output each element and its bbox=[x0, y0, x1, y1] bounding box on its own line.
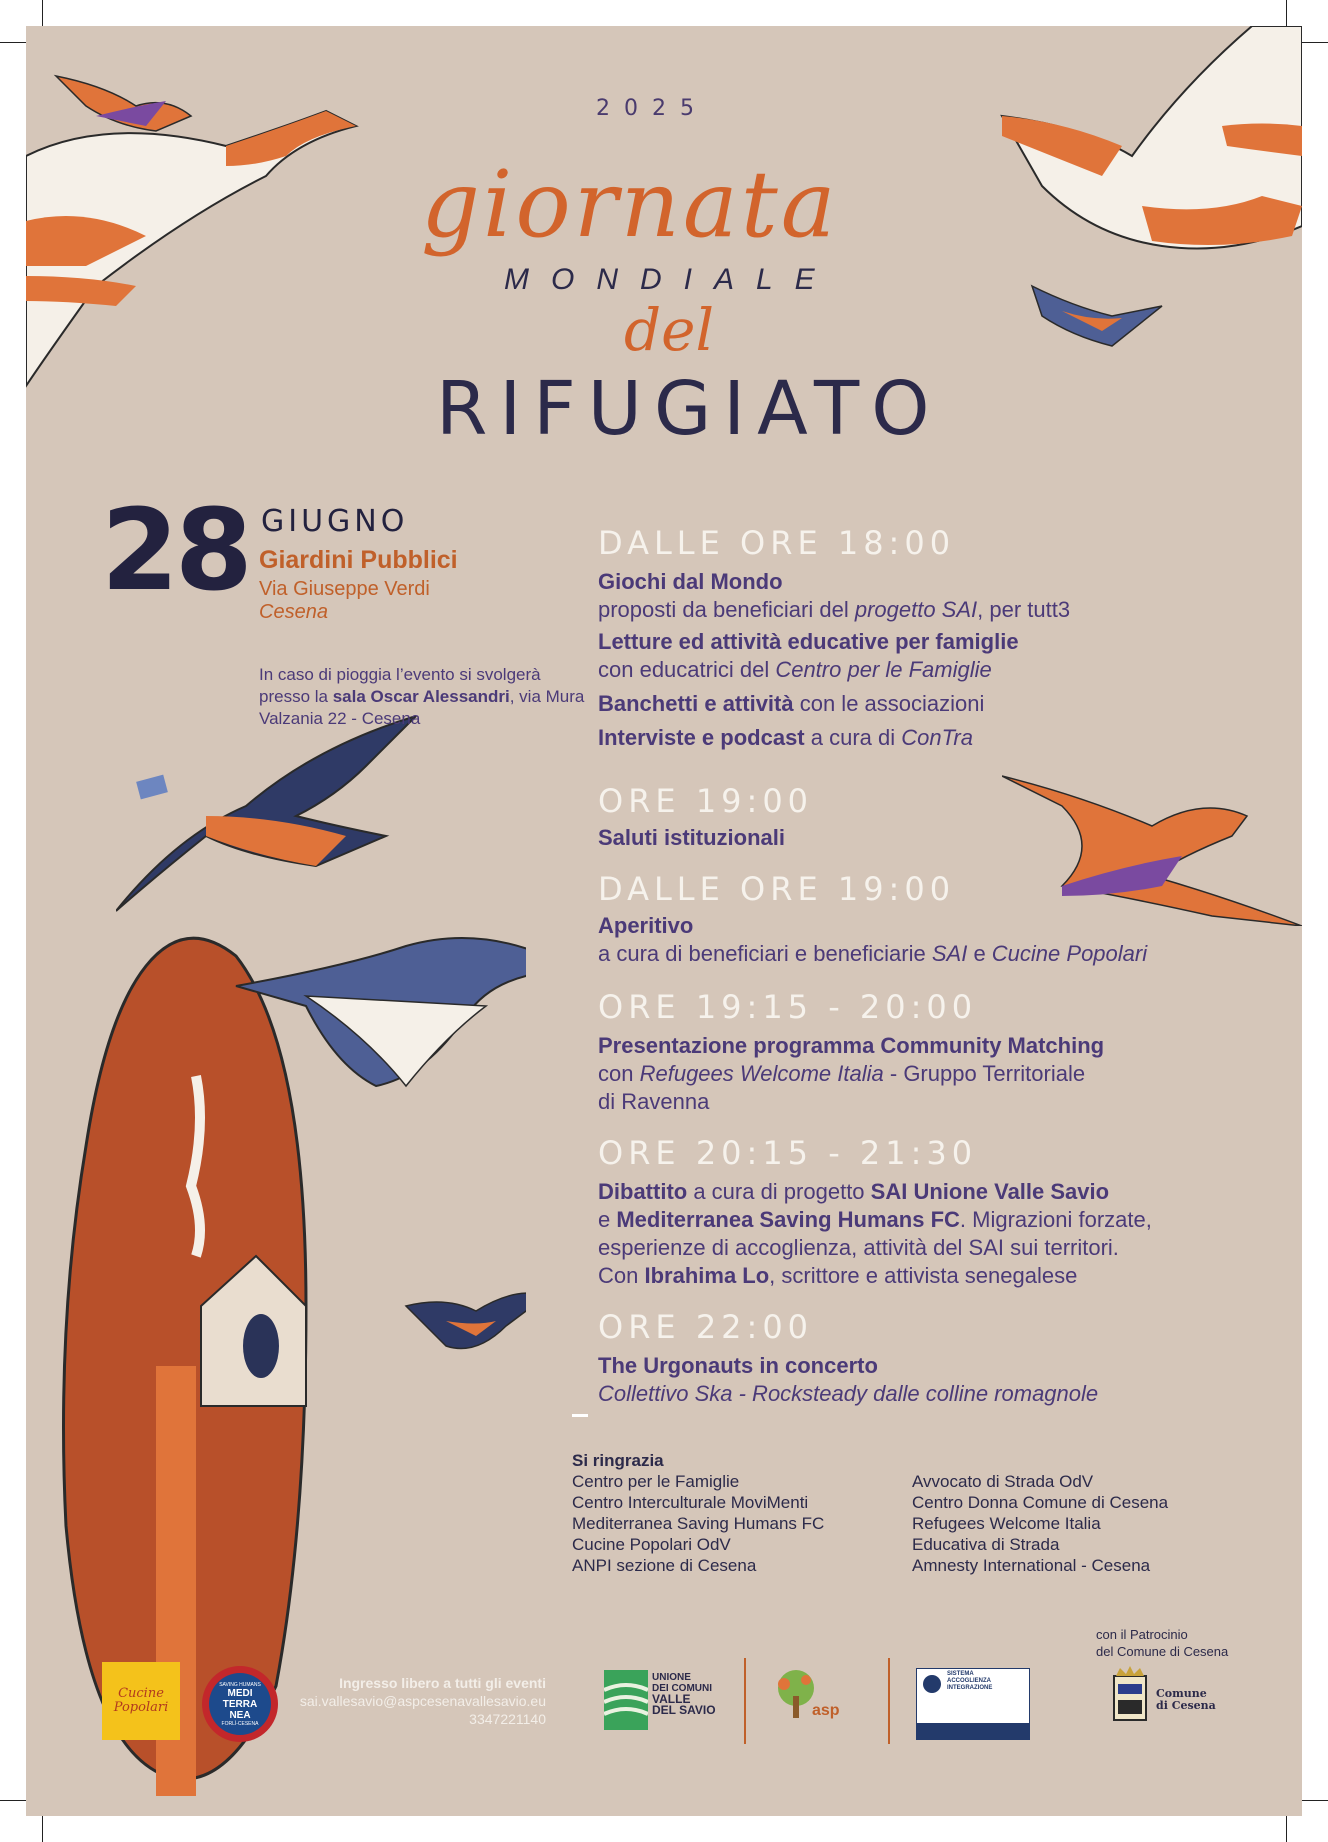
logo-separator bbox=[744, 1658, 746, 1744]
time-slot: ORE 20:15 - 21:30 bbox=[598, 1134, 978, 1172]
title-rifugiato: RIFUGIATO bbox=[436, 366, 942, 452]
time-slot: ORE 19:00 bbox=[598, 782, 814, 820]
crop-mark bbox=[42, 0, 43, 26]
crop-mark bbox=[1302, 42, 1328, 43]
logo-text: VALLE bbox=[652, 1692, 691, 1706]
event-title: Interviste e podcast bbox=[598, 725, 805, 750]
sai-mark bbox=[923, 1675, 941, 1693]
thanks-item: Amnesty International - Cesena bbox=[912, 1556, 1151, 1575]
event-inline-em: ConTra bbox=[901, 725, 973, 750]
comune-text bbox=[1156, 1688, 1216, 1712]
program-event bbox=[598, 568, 1288, 624]
crop-mark bbox=[0, 1800, 26, 1801]
event-strong: Ibrahima Lo bbox=[644, 1263, 770, 1288]
event-text: e bbox=[598, 1207, 617, 1232]
cucine-popolari-logo bbox=[102, 1662, 180, 1740]
rain-note-address: , via Mura Valzania 22 - Cesena bbox=[259, 687, 585, 728]
crop-mark bbox=[1286, 1816, 1287, 1842]
divider bbox=[572, 1414, 588, 1417]
bird-illustration-left-blue bbox=[116, 716, 476, 916]
event-day: 28 bbox=[101, 486, 249, 616]
event-title: Letture ed attività educative per famiglie bbox=[598, 629, 1019, 654]
thanks-item: ANPI sezione di Cesena bbox=[572, 1556, 757, 1575]
logo-text: SISTEMA bbox=[947, 1671, 974, 1677]
thanks-item: Educativa di Strada bbox=[912, 1535, 1060, 1554]
event-desc: con educatrici del bbox=[598, 657, 776, 682]
crop-mark bbox=[1302, 1800, 1328, 1801]
unione-valle-savio-mark bbox=[604, 1670, 648, 1730]
event-text: esperienze di accoglienza, attività del SAI sui territori. bbox=[598, 1235, 1119, 1260]
title-del: del bbox=[624, 296, 715, 364]
cesena-crest-icon bbox=[1110, 1666, 1150, 1736]
logo-text: SAVING HUMANS bbox=[219, 1681, 261, 1688]
program-event bbox=[598, 628, 1288, 684]
logo-text: asp bbox=[812, 1702, 840, 1719]
program-event bbox=[598, 1032, 1288, 1116]
bird-illustration-top-right bbox=[962, 26, 1302, 366]
poster bbox=[26, 26, 1302, 1816]
program-event bbox=[598, 824, 1288, 852]
event-desc-em: Refugees Welcome Italia bbox=[639, 1061, 884, 1086]
contact-phone[interactable]: 3347221140 bbox=[469, 1711, 546, 1727]
event-text: Con bbox=[598, 1263, 645, 1288]
patrocinio-note bbox=[1096, 1626, 1228, 1660]
crop-mark bbox=[1286, 0, 1287, 26]
title-mondiale: MONDIALE bbox=[504, 263, 837, 296]
time-slot: DALLE ORE 18:00 bbox=[598, 524, 956, 562]
title-giornata: giornata bbox=[421, 151, 839, 258]
logo-text: di Cesena bbox=[1156, 1699, 1216, 1712]
event-inline: con le associazioni bbox=[793, 691, 985, 716]
event-title: Giochi dal Mondo bbox=[598, 569, 783, 594]
asp-logo bbox=[766, 1666, 876, 1740]
time-slot: DALLE ORE 19:00 bbox=[598, 870, 956, 908]
thanks-item: Centro per le Famiglie bbox=[572, 1472, 740, 1491]
sai-text bbox=[947, 1671, 992, 1692]
logo-text: UNIONE bbox=[652, 1672, 691, 1683]
event-desc: a cura di beneficiari e beneficiarie bbox=[598, 941, 932, 966]
patrocinio-line: con il Patrocinio bbox=[1096, 1627, 1188, 1642]
thanks-block bbox=[572, 1450, 824, 1576]
program-event bbox=[598, 690, 1288, 718]
logo-text: FORLÌ-CESENA bbox=[221, 1720, 259, 1727]
unione-valle-savio-logo bbox=[604, 1670, 734, 1734]
event-title: Presentazione programma Community Matching bbox=[598, 1033, 1105, 1058]
logo-text: MEDI bbox=[227, 1687, 253, 1699]
venue-city: Cesena bbox=[259, 601, 328, 623]
event-desc-mid: e bbox=[967, 941, 992, 966]
event-strong: Mediterranea Saving Humans FC bbox=[616, 1207, 960, 1232]
logo-text: TERRA bbox=[222, 1698, 258, 1710]
event-text: . Migrazioni forzate, bbox=[959, 1207, 1152, 1232]
event-desc: proposti da beneficiari del bbox=[598, 597, 855, 622]
event-title: Saluti istituzionali bbox=[598, 825, 786, 850]
event-desc-end: - Gruppo Territoriale bbox=[883, 1061, 1086, 1086]
time-slot: ORE 22:00 bbox=[598, 1308, 814, 1346]
logo-text: Cucine Popolari bbox=[113, 1686, 169, 1715]
unione-text bbox=[652, 1672, 716, 1716]
patrocinio-line: del Comune di Cesena bbox=[1096, 1644, 1229, 1659]
event-title: The Urgonauts in concerto bbox=[598, 1353, 878, 1378]
venue-street: Via Giuseppe Verdi bbox=[259, 578, 430, 600]
logo-text: NEA bbox=[229, 1709, 251, 1721]
mediterranea-inner bbox=[209, 1673, 271, 1735]
logo-separator bbox=[888, 1658, 890, 1744]
program-event bbox=[598, 1352, 1288, 1408]
event-desc-em: Collettivo Ska - Rocksteady dalle colline romagnole bbox=[598, 1381, 1099, 1406]
logo-text: Comune bbox=[1156, 1687, 1207, 1700]
event-year: 2025 bbox=[596, 96, 708, 121]
thanks-item: Cucine Popolari OdV bbox=[572, 1535, 731, 1554]
program-event bbox=[598, 912, 1288, 968]
contact-email[interactable]: sai.vallesavio@aspcesenavallesavio.eu bbox=[299, 1693, 546, 1709]
event-title: Banchetti e attività bbox=[598, 691, 794, 716]
crop-mark bbox=[0, 42, 26, 43]
thanks-item: Centro Interculturale MoviMenti bbox=[572, 1493, 809, 1512]
logo-text: INTEGRAZIONE bbox=[947, 1685, 993, 1691]
event-title: Dibattito bbox=[598, 1179, 688, 1204]
crop-mark bbox=[42, 1816, 43, 1842]
rain-note bbox=[259, 664, 589, 730]
footer-contact bbox=[270, 1674, 546, 1728]
logo-text: DEL SAVIO bbox=[652, 1703, 716, 1717]
logo-text: DEI COMUNI bbox=[652, 1683, 712, 1694]
rain-note-text: In caso di pioggia l’evento si svolgerà presso la bbox=[259, 665, 541, 706]
venue-block bbox=[259, 546, 458, 624]
entry-note: Ingresso libero a tutti gli eventi bbox=[339, 1675, 546, 1691]
program-event bbox=[598, 724, 1288, 752]
time-slot: ORE 19:15 - 20:00 bbox=[598, 988, 978, 1026]
sai-logo bbox=[916, 1668, 1030, 1740]
thanks-item: Mediterranea Saving Humans FC bbox=[572, 1514, 825, 1533]
thanks-column-2 bbox=[912, 1471, 1168, 1576]
thanks-item: Refugees Welcome Italia bbox=[912, 1514, 1101, 1533]
event-text: a cura di progetto bbox=[687, 1179, 871, 1204]
logo-text: ACCOGLIENZA bbox=[947, 1678, 991, 1684]
event-desc-em: SAI bbox=[931, 941, 968, 966]
event-desc: con bbox=[598, 1061, 640, 1086]
event-month: GIUGNO bbox=[261, 504, 409, 539]
event-inline: a cura di bbox=[804, 725, 902, 750]
bird-illustration-top-left bbox=[26, 26, 446, 446]
mediterranea-logo bbox=[202, 1666, 278, 1742]
event-text: , scrittore e attivista senegalese bbox=[769, 1263, 1078, 1288]
event-desc-line2: di Ravenna bbox=[598, 1089, 710, 1114]
program-event bbox=[598, 1178, 1288, 1290]
sai-footer-bar bbox=[917, 1723, 1029, 1739]
thanks-heading: Si ringrazia bbox=[572, 1451, 664, 1470]
event-desc-em: progetto SAI bbox=[854, 597, 978, 622]
rain-note-place: sala Oscar Alessandri bbox=[332, 687, 510, 706]
thanks-item: Centro Donna Comune di Cesena bbox=[912, 1493, 1169, 1512]
thanks-item: Avvocato di Strada OdV bbox=[912, 1472, 1094, 1491]
event-title: Aperitivo bbox=[598, 913, 694, 938]
event-desc-end: , per tutt3 bbox=[977, 597, 1071, 622]
event-strong: SAI Unione Valle Savio bbox=[870, 1179, 1110, 1204]
venue-name: Giardini Pubblici bbox=[259, 546, 458, 574]
event-desc-em2: Cucine Popolari bbox=[991, 941, 1148, 966]
comune-cesena-logo bbox=[1110, 1666, 1230, 1740]
event-desc-em: Centro per le Famiglie bbox=[775, 657, 992, 682]
